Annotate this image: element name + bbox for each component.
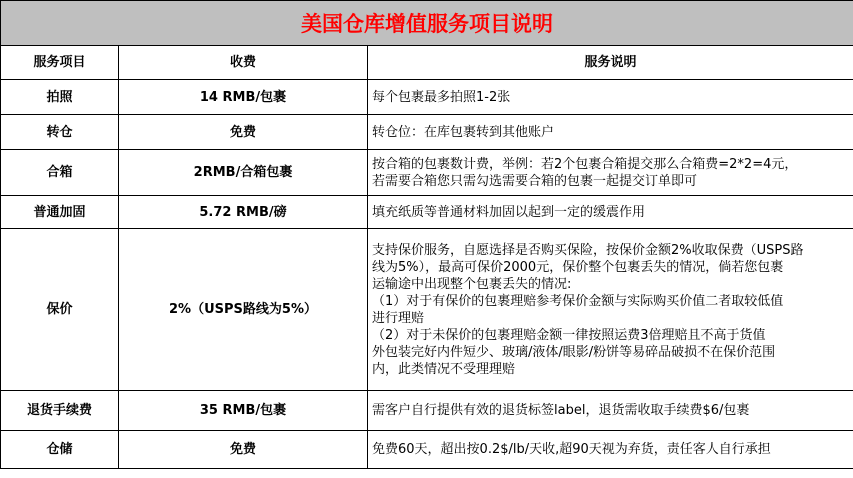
desc-line: 转仓位：在库包裹转到其他账户 — [372, 124, 555, 140]
header-row — [1, 46, 853, 80]
row-item: 转仓 — [1, 115, 119, 150]
row-desc — [368, 391, 853, 431]
desc-line: 需客户自行提供有效的退货标签label，退货需收取手续费$6/包裹 — [372, 403, 750, 418]
desc-line: 按合箱的包裹数计费，举例：若2个包裹合箱提交那么合箱费=2*2=4元， — [372, 156, 798, 172]
table-row — [1, 229, 853, 391]
row-item: 普通加固 — [1, 196, 119, 229]
desc-line: 支持保价服务，自愿选择是否购买保险，按保价金额2%收取保费（USPS路 — [372, 242, 804, 258]
desc-line: 若需要合箱您只需勾选需要合箱的包裹一起提交订单即可 — [372, 173, 698, 189]
table-row — [1, 150, 853, 196]
desc-line: 内，此类情况不受理理赔 — [372, 361, 516, 377]
header-item: 服务项目 — [1, 46, 119, 80]
row-item: 保价 — [1, 229, 119, 391]
row-item: 合箱 — [1, 150, 119, 196]
table-row — [1, 80, 853, 115]
row-fee: 14 RMB/包裹 — [119, 80, 368, 115]
row-item: 退货手续费 — [1, 391, 119, 431]
row-fee: 2RMB/合箱包裹 — [119, 150, 368, 196]
title-row — [1, 1, 853, 46]
desc-line: 每个包裹最多拍照1-2张 — [372, 89, 511, 105]
desc-line: 免费60天，超出按0.2$/lb/天收,超90天视为弃货，责任客人自行承担 — [372, 442, 771, 457]
desc-line: 填充纸质等普通材料加固以起到一定的缓震作用 — [372, 204, 646, 220]
row-fee: 免费 — [119, 115, 368, 150]
table-row — [1, 196, 853, 229]
row-desc — [368, 229, 853, 391]
desc-line: 外包装完好内件短少、玻璃/液体/眼影/粉饼等易碎品破损不在保价范围 — [372, 344, 776, 360]
row-desc — [368, 80, 853, 115]
row-desc — [368, 150, 853, 196]
table-row — [1, 391, 853, 431]
desc-line: 线为5%），最高可保价2000元，保价整个包裹丢失的情况，倘若您包裹 — [372, 259, 784, 275]
desc-line: （1）对于有保价的包裹理赔参考保价金额与实际购买价值二者取较低值 — [372, 293, 784, 309]
row-fee: 免费 — [119, 431, 368, 469]
row-fee: 35 RMB/包裹 — [119, 391, 368, 431]
row-desc — [368, 115, 853, 150]
row-desc — [368, 431, 853, 469]
table-row — [1, 115, 853, 150]
desc-line: （2）对于未保价的包裹理赔金额一律按照运费3倍理赔且不高于货值 — [372, 327, 766, 343]
desc-line: 运输途中出现整个包裹丢失的情况: — [372, 276, 572, 292]
row-fee: 5.72 RMB/磅 — [119, 196, 368, 229]
row-item: 仓储 — [1, 431, 119, 469]
page-title: 美国仓库增值服务项目说明 — [1, 1, 853, 46]
header-desc: 服务说明 — [368, 46, 853, 80]
row-fee: 2%（USPS路线为5%） — [119, 229, 368, 391]
table-row — [1, 431, 853, 469]
row-desc — [368, 196, 853, 229]
header-fee: 收费 — [119, 46, 368, 80]
row-item: 拍照 — [1, 80, 119, 115]
desc-line: 进行理赔 — [372, 310, 425, 326]
